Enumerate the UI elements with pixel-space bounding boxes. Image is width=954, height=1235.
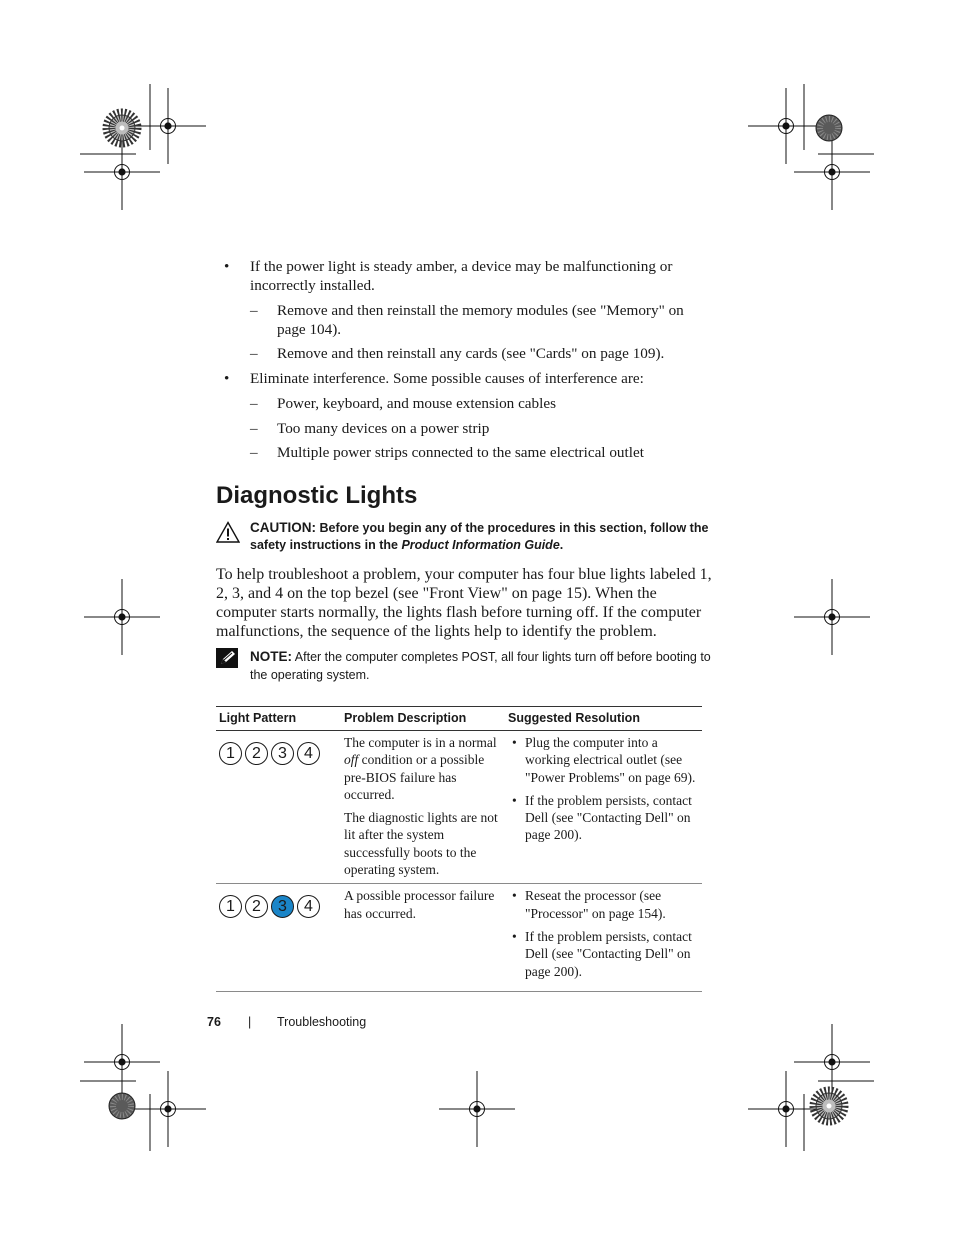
resolution-list — [508, 887, 700, 979]
caution-body: Before you begin any of the procedures in this section, follow the safety instructions in the — [250, 521, 709, 552]
caution-callout — [216, 519, 716, 554]
table-row — [216, 884, 702, 991]
diagnostic-light: 3 — [271, 895, 294, 918]
diagnostic-light: 2 — [245, 895, 268, 918]
resolution-list — [508, 734, 700, 844]
table-header-row — [216, 707, 702, 731]
diagnostic-light: 3 — [271, 742, 294, 765]
page-footer — [207, 1015, 367, 1029]
problem-description: A possible processor failure has occurred. — [344, 888, 495, 921]
diagnostic-light: 1 — [219, 895, 242, 918]
intro-paragraph: To help troubleshoot a problem, your computer has four blue lights labeled 1, 2, 3, and 4 on the top bezel (see "Front View" on page 15). When the computer starts normally, the lights flash before turning off. If the computer malfunctions, the sequence of the lights help to identify the problem. — [216, 566, 712, 640]
resolution-item: • If the problem persists, contact Dell (see "Contacting Dell" on page 200). — [508, 928, 700, 980]
light-pattern-cell — [216, 884, 341, 991]
sub-bullet-item: – Multiple power strips connected to the same electrical outlet — [216, 444, 716, 463]
suggested-resolution-cell — [505, 884, 702, 991]
note-body: After the computer completes POST, all four lights turn off before booting to the operating system. — [250, 650, 711, 682]
problem-description-cell — [341, 731, 505, 884]
column-header-suggested-resolution: Suggested Resolution — [505, 707, 702, 731]
note-text — [250, 648, 716, 684]
column-header-light-pattern: Light Pattern — [216, 707, 341, 731]
footer-section-name: Troubleshooting — [277, 1015, 367, 1029]
diagnostic-light: 4 — [297, 742, 320, 765]
section-heading: Diagnostic Lights — [216, 482, 418, 509]
light-pattern — [219, 734, 339, 765]
resolution-item: • If the problem persists, contact Dell (see "Contacting Dell" on page 200). — [508, 792, 700, 844]
diagnostic-light: 4 — [297, 895, 320, 918]
note-callout — [216, 648, 716, 684]
light-pattern-cell — [216, 731, 341, 884]
sub-bullet-item: – Remove and then reinstall any cards (see "Cards" on page 109). — [216, 345, 716, 364]
caution-label: CAUTION: — [250, 520, 316, 535]
diagnostic-light: 2 — [245, 742, 268, 765]
caution-text: CAUTION: Before you begin any of the procedures in this section, follow the safety instructions in the Product Information Guide. — [250, 520, 709, 552]
problem-description-cell — [341, 884, 505, 991]
note-label: NOTE: — [250, 649, 292, 664]
guide-title: Product Information Guide — [401, 538, 560, 552]
resolution-item: • Reseat the processor (see "Processor" on page 154). — [508, 887, 700, 922]
problem-description: The computer is in a normal off condition or a possible pre-BIOS failure has occurred. — [344, 735, 497, 802]
note-pencil-icon — [216, 648, 238, 668]
resolution-item: • Plug the computer into a working electrical outlet (see "Power Problems" on page 69). — [508, 734, 700, 786]
sub-bullet-item: – Too many devices on a power strip — [216, 420, 716, 439]
bullet-item: • Eliminate interference. Some possible causes of interference are: — [216, 370, 716, 389]
column-header-problem-description: Problem Description — [341, 707, 505, 731]
footer-separator: | — [248, 1015, 252, 1029]
problem-description: The diagnostic lights are not lit after the system successfully boots to the operating system. — [344, 810, 498, 878]
suggested-resolution-cell — [505, 731, 702, 884]
light-pattern — [219, 887, 339, 918]
sub-bullet-item: – Remove and then reinstall the memory modules (see "Memory" on page 104). — [216, 302, 716, 339]
bullet-item: • If the power light is steady amber, a device may be malfunctioning or incorrectly installed. — [216, 258, 716, 295]
sub-bullet-item: – Power, keyboard, and mouse extension cables — [216, 395, 716, 414]
diagnostic-lights-table — [216, 706, 702, 992]
caution-triangle-icon — [216, 521, 240, 543]
troubleshooting-bullets — [216, 258, 716, 469]
page-number: 76 — [207, 1015, 221, 1029]
table-row — [216, 731, 702, 884]
diagnostic-light: 1 — [219, 742, 242, 765]
